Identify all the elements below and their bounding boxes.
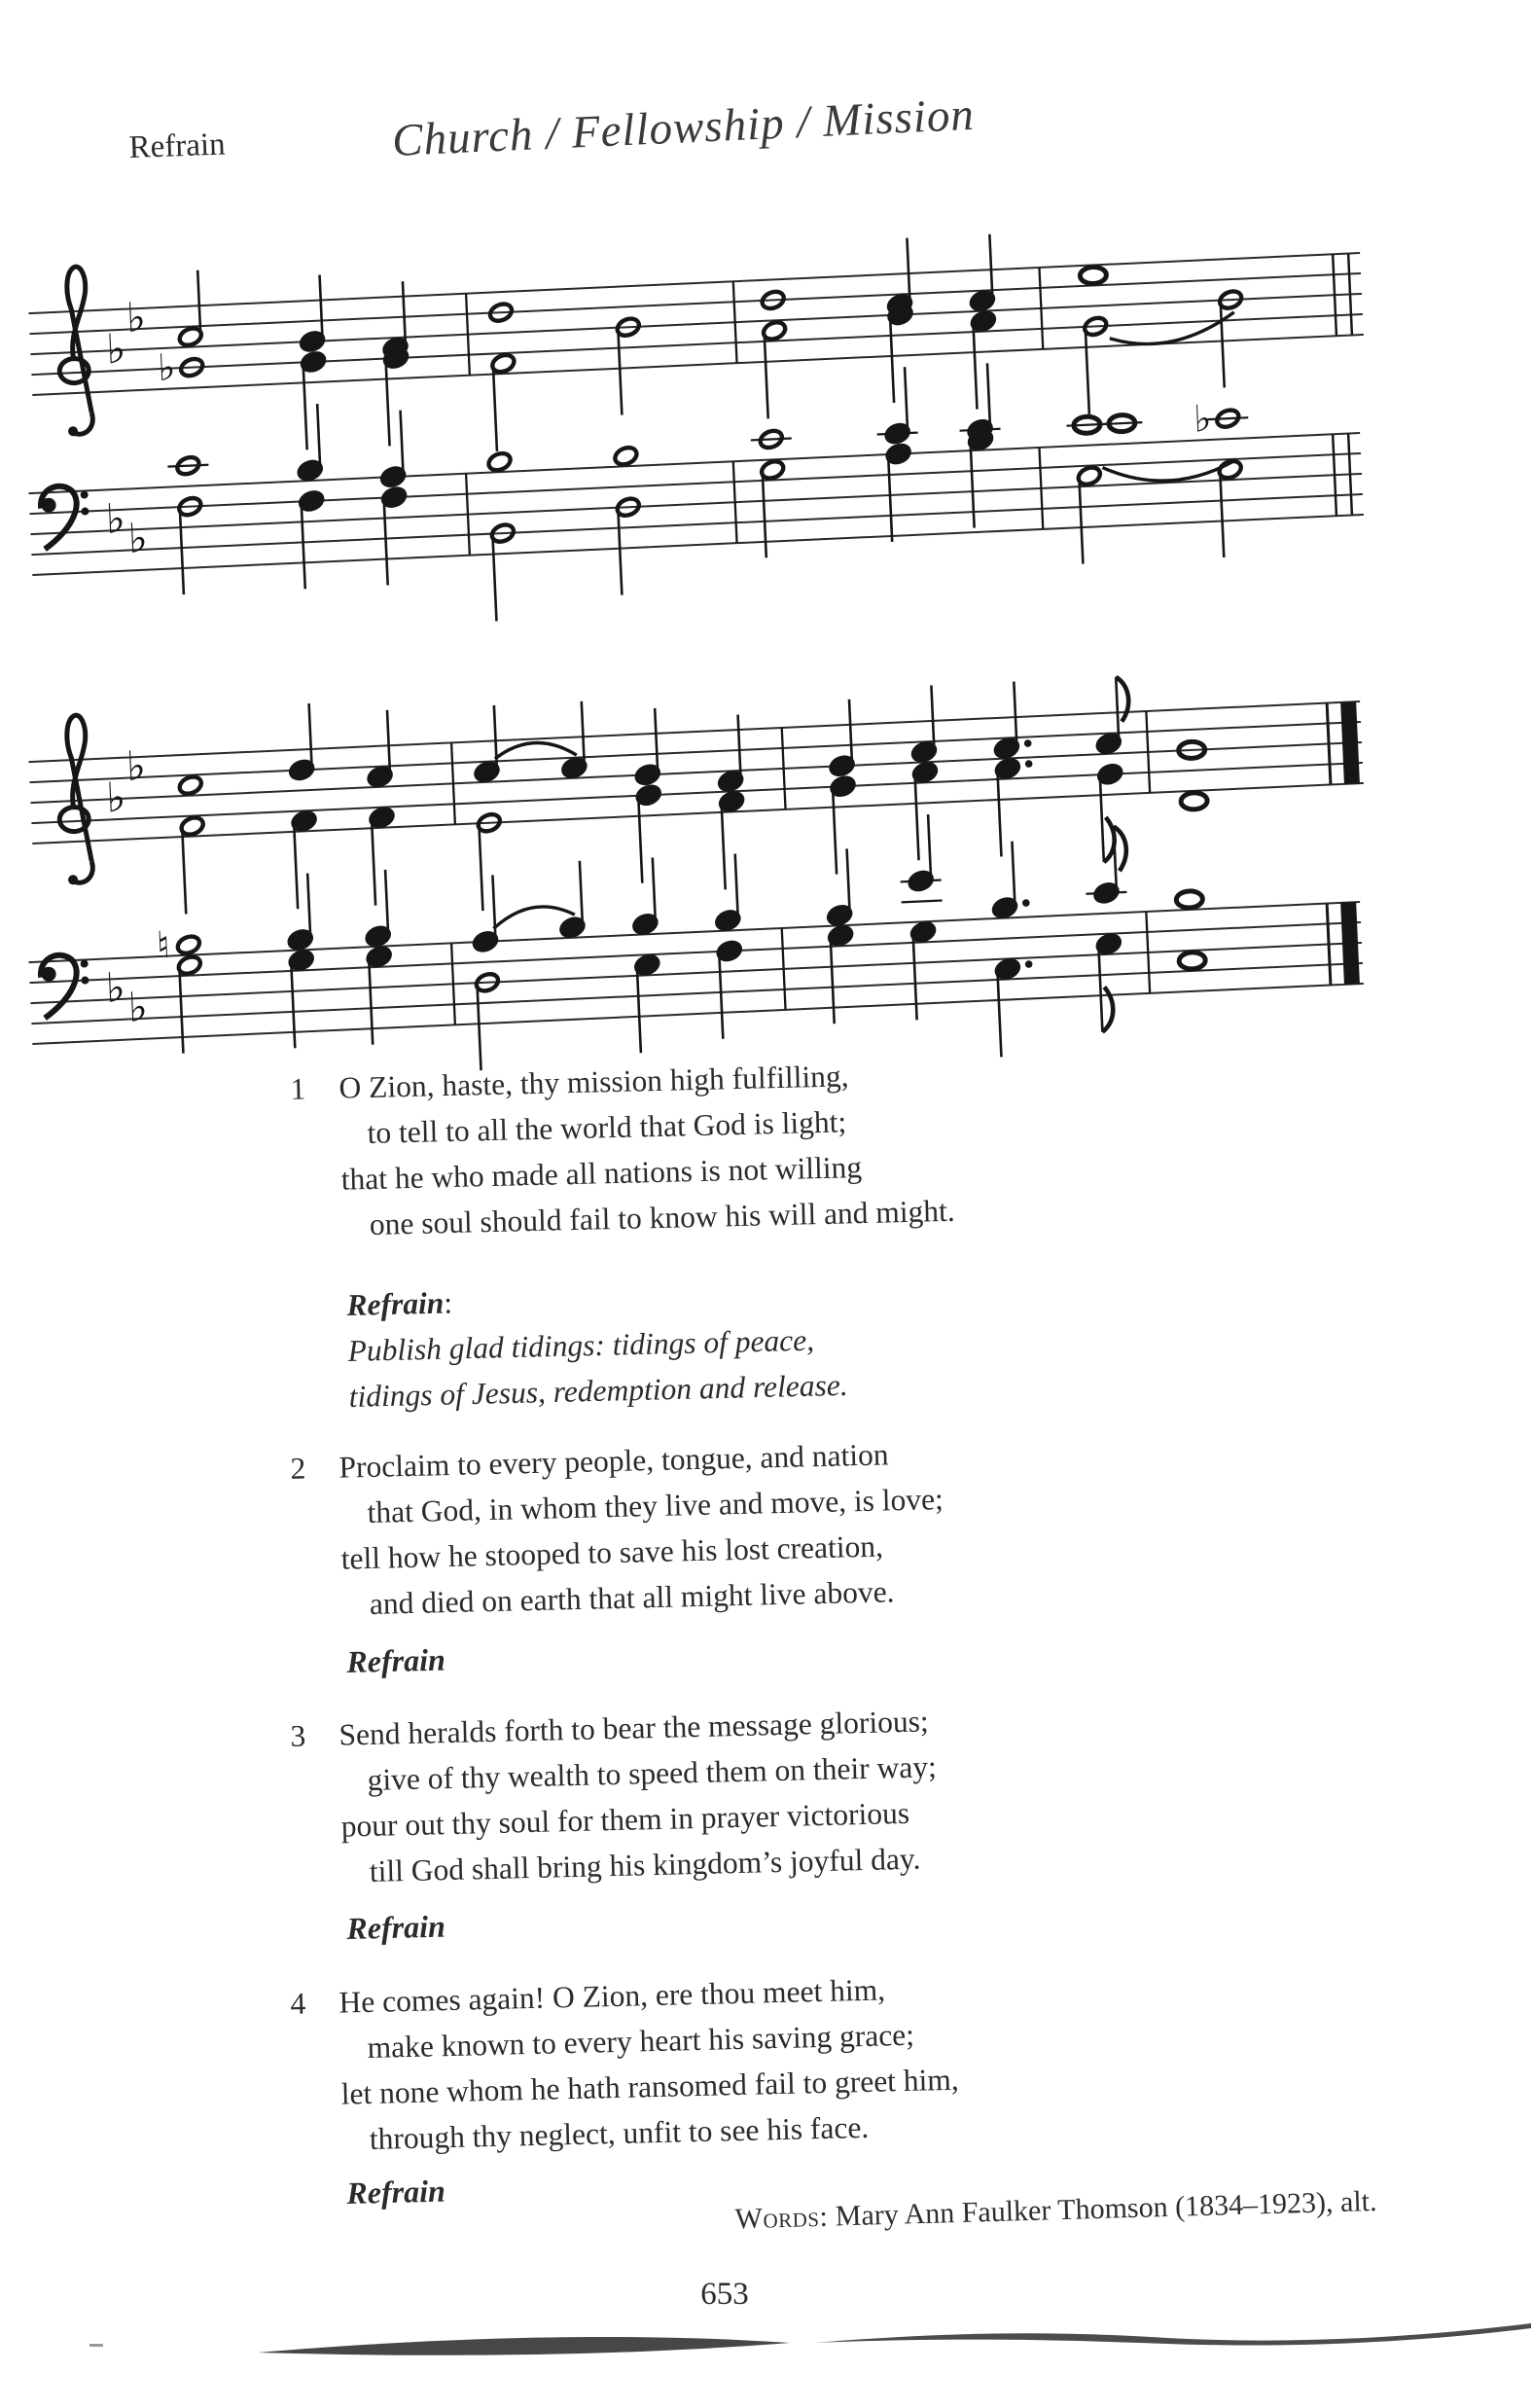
svg-text:♭: ♭ (125, 741, 147, 791)
verse-line: tell how he stooped to save his lost creation, (340, 1528, 884, 1576)
music (0, 0, 1532, 1168)
verse-1 (284, 1051, 955, 1249)
words-credit-text: Mary Ann Faulker Thomson (1834–1923), alt. (835, 2185, 1377, 2233)
verse-3 (284, 1698, 939, 1896)
verse-number: 3 (290, 1718, 306, 1753)
page-bottom-shadow (0, 2311, 1532, 2389)
svg-text:♭: ♭ (104, 963, 126, 1013)
refrain-block (346, 1271, 848, 1420)
verse-line: till God shall bring his kingdom’s joyful day. (369, 1841, 921, 1888)
refrain-line: tidings of Jesus, redemption and release. (348, 1367, 849, 1414)
verse-2 (284, 1430, 946, 1629)
verse-number: 2 (290, 1451, 306, 1486)
verse-line: and died on earth that all might live above. (369, 1574, 895, 1621)
page-number: 653 (700, 2277, 749, 2312)
verse-line: give of thy wealth to speed them on their way; (367, 1749, 938, 1797)
refrain-marker: Refrain (346, 1908, 446, 1946)
svg-text:♭: ♭ (105, 324, 127, 374)
words-credit-label: Words: (734, 2200, 829, 2236)
verse-line: pour out thy soul for them in prayer victorious (340, 1795, 910, 1844)
svg-text:♭: ♭ (104, 494, 126, 544)
refrain-label: Refrain: (346, 1285, 453, 1322)
refrain-marker: Refrain (346, 2173, 446, 2210)
verse-line: that he who made all nations is not willing (340, 1150, 863, 1197)
verse-line: Proclaim to every people, tongue, and nation (338, 1437, 889, 1485)
verse-line: to tell to all the world that God is light; (367, 1104, 847, 1150)
verse-line: O Zion, haste, thy mission high fulfilling, (338, 1059, 849, 1105)
svg-text:♭: ♭ (125, 293, 147, 342)
verse-line: let none whom he hath ransomed fail to greet him, (340, 2062, 960, 2111)
svg-text:♭: ♭ (105, 773, 127, 822)
verse-number: 1 (290, 1071, 306, 1106)
verse-line: He comes again! O Zion, ere thou meet him, (338, 1972, 886, 2020)
verse-number: 4 (290, 1986, 306, 2021)
svg-text:♮: ♮ (156, 923, 171, 967)
verse-line: through thy neglect, unfit to see his face. (369, 2109, 870, 2156)
svg-text:♭: ♭ (157, 345, 177, 390)
verse-line: one soul should fail to know his will and might. (369, 1193, 956, 1241)
words-credit (598, 2185, 1377, 2240)
svg-text:♭: ♭ (1193, 396, 1213, 441)
refrain-line: Publish glad tidings: tidings of peace, (347, 1322, 815, 1368)
page-title: Church / Fellowship / Mission (391, 89, 976, 166)
refrain-marker: Refrain (346, 1641, 446, 1679)
svg-text:♭: ♭ (126, 514, 149, 563)
verse-line: make known to every heart his saving grace; (367, 2017, 915, 2065)
verse-4 (284, 1965, 960, 2164)
svg-text:♭: ♭ (126, 983, 149, 1032)
refrain-section-label: Refrain (128, 126, 227, 165)
verse-line: Send heralds forth to bear the message glorious; (338, 1704, 930, 1752)
verse-line: that God, in whom they live and move, is love; (367, 1482, 944, 1529)
